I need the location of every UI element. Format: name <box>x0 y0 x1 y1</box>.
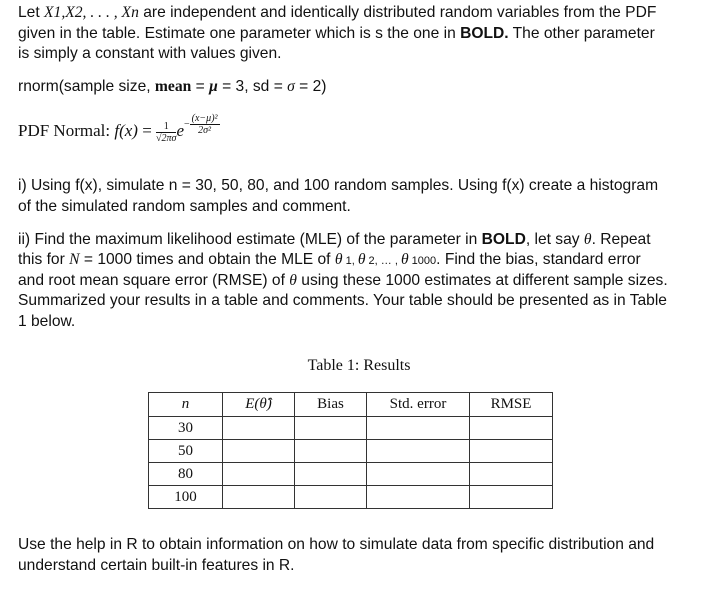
text: are independent and identically distributed random variables from the PDF <box>138 4 657 21</box>
math: θ <box>583 231 592 248</box>
numerator: 1 <box>156 121 176 133</box>
exponent <box>184 110 220 140</box>
math: N <box>69 251 80 268</box>
rnorm-line <box>18 77 326 97</box>
text: Let <box>18 4 45 21</box>
text: − <box>184 119 190 130</box>
cell <box>295 463 367 486</box>
pdf-formula <box>18 113 220 146</box>
cell-n: 80 <box>149 463 223 486</box>
cell <box>470 486 553 509</box>
math: θ <box>289 272 297 289</box>
text: 1 below. <box>18 313 76 330</box>
numerator: (x−μ)² <box>191 113 218 125</box>
cell <box>470 440 553 463</box>
text: 2, … , <box>365 255 401 267</box>
cell <box>367 486 470 509</box>
math: f(x) <box>114 121 138 140</box>
text: = 1000 times and obtain the MLE of <box>79 251 335 268</box>
denominator: 2σ² <box>198 125 212 137</box>
bold-text: BOLD. <box>460 25 509 42</box>
text: . Repeat <box>591 231 651 248</box>
math: σ <box>287 78 295 95</box>
header-rmse: RMSE <box>470 393 553 417</box>
header-text: n <box>181 396 190 412</box>
fraction <box>190 113 220 136</box>
table-header-row <box>149 393 553 417</box>
cell-n: 30 <box>149 417 223 440</box>
math: μ <box>209 78 218 95</box>
table-row <box>149 486 553 509</box>
cell <box>470 417 553 440</box>
text: understand certain built-in features in R. <box>18 557 295 574</box>
cell <box>295 440 367 463</box>
text: 1000 <box>408 255 437 267</box>
results-table <box>148 392 553 509</box>
table-row <box>149 440 553 463</box>
header-expectation <box>223 393 295 417</box>
cell <box>470 463 553 486</box>
cell-n: 100 <box>149 486 223 509</box>
text: given in the table. Estimate one parameter which is s the one in <box>18 25 461 42</box>
cell <box>367 440 470 463</box>
text: using these 1000 estimates at different sample sizes. <box>296 272 668 289</box>
bold-text: BOLD <box>481 231 526 248</box>
header-text: E(θ̂) <box>245 396 272 412</box>
cell <box>223 486 295 509</box>
denominator: √2πσ <box>156 132 177 144</box>
table-row <box>149 417 553 440</box>
math: θ <box>334 251 343 268</box>
text: Use the help in R to obtain information on how to simulate data from specific distribution and <box>18 536 655 553</box>
text: i) Using f(x), simulate n = 30, 50, 80, and 100 random samples. Using f(x) create a histogram <box>18 177 659 194</box>
text: is simply a constant with values given. <box>18 45 282 62</box>
table-caption: Table 1: Results <box>307 357 411 374</box>
header-std-error: Std. error <box>367 393 470 417</box>
text: . Find the bias, standard error <box>436 251 641 268</box>
text: and root mean square error (RMSE) of <box>18 272 290 289</box>
text: = <box>137 121 157 140</box>
cell <box>295 486 367 509</box>
math: e <box>176 121 185 140</box>
cell <box>223 417 295 440</box>
math: θ <box>400 251 409 268</box>
text: 1, <box>342 255 358 267</box>
text: ii) Find the maximum likelihood estimate (MLE) of the parameter in <box>18 231 482 248</box>
header-bias: Bias <box>295 393 367 417</box>
text: PDF Normal: <box>18 121 115 140</box>
cell-n: 50 <box>149 440 223 463</box>
math: θ <box>357 251 366 268</box>
header-n <box>149 393 223 417</box>
cell <box>367 417 470 440</box>
text: this for <box>18 251 70 268</box>
text: Summarized your results in a table and comments. Your table should be presented as in Table <box>18 292 667 309</box>
text: = 2) <box>294 78 327 95</box>
text: rnorm(sample size, <box>18 78 155 95</box>
bold-text: mean <box>154 78 192 95</box>
text: The other parameter <box>508 25 655 42</box>
text: = <box>191 78 210 95</box>
fraction <box>156 121 176 144</box>
cell <box>223 463 295 486</box>
cell <box>295 417 367 440</box>
text: , let say <box>525 231 584 248</box>
cell <box>367 463 470 486</box>
table-row <box>149 463 553 486</box>
text: = 3, sd = <box>217 78 288 95</box>
cell <box>223 440 295 463</box>
math: X1,X2, . . . , Xn <box>44 4 139 21</box>
text: of the simulated random samples and comment. <box>18 198 351 215</box>
